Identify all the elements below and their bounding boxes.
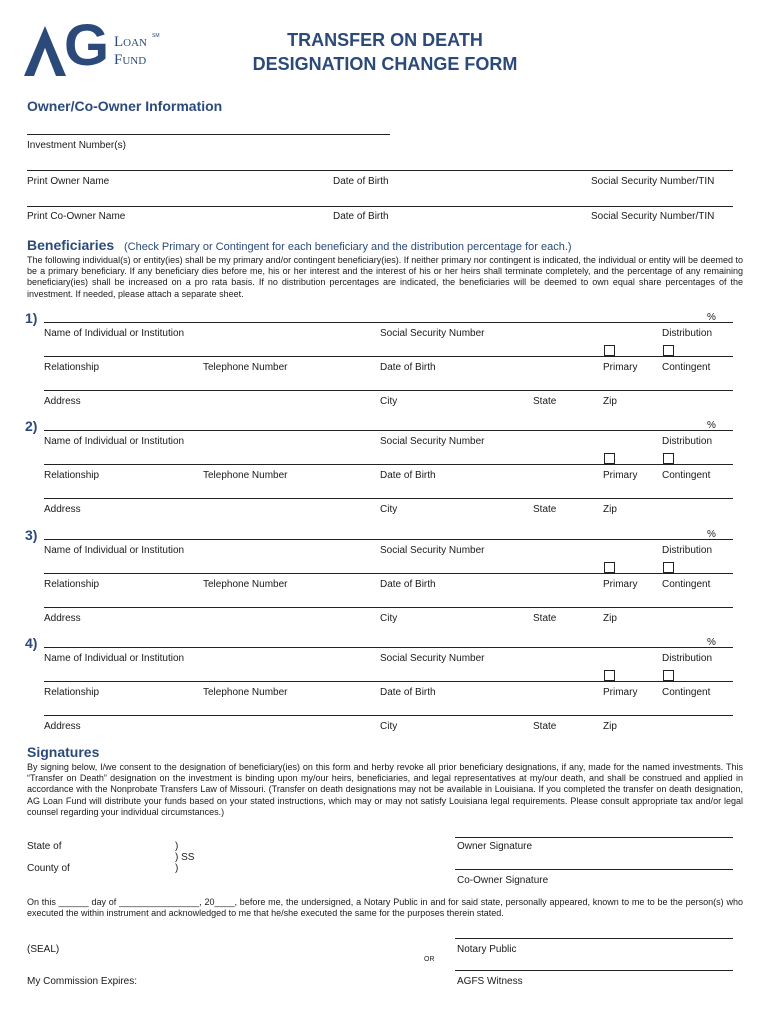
beneficiary-3-telephone-label: Telephone Number (203, 579, 288, 590)
owner-name-label: Print Owner Name (27, 176, 110, 187)
beneficiary-4-address-line[interactable] (44, 715, 733, 716)
coowner-name-label: Print Co-Owner Name (27, 211, 126, 222)
beneficiary-2-relationship-label: Relationship (44, 470, 100, 481)
beneficiary-2-percent-sign: % (707, 420, 716, 431)
signatures-heading: Signatures (27, 744, 100, 760)
beneficiary-3-relationship-line[interactable] (44, 573, 733, 574)
owner-heading: Owner/Co-Owner Information (27, 98, 223, 114)
county-of-label: County of (27, 863, 70, 874)
beneficiary-3-dob-label: Date of Birth (380, 579, 436, 590)
investment-number-line[interactable] (27, 134, 390, 135)
beneficiary-4-relationship-line[interactable] (44, 681, 733, 682)
beneficiary-1-percent-sign: % (707, 312, 716, 323)
beneficiary-2-address-label: Address (44, 504, 81, 515)
beneficiary-3-percent-sign: % (707, 529, 716, 540)
signatures-paragraph: By signing below, I/we consent to the designation of beneficiary(ies) on this form and herby revoke all prior beneficiary designations, if any, made for the named investments. This “Transfer on Death” designation on the investment is binding upon my/our heirs, beneficiaries, and legal representatives at my/our death, and shall be construed and applied in accordance with the Nonprobate Transfers Law of Missouri. (Transfer on death designations may not be available in Louisiana. If you completed the transfer on death designation, AG Loan Fund will distribute your funds based on your stated instructions, which may or may not satisfy Louisiana legal requirements. Please consult appropriate tax and/or legal counsel regarding your individual circumstances.) (27, 762, 743, 817)
form-title-line2: DESIGNATION CHANGE FORM (252, 54, 518, 74)
coowner-name-line[interactable] (27, 206, 733, 207)
beneficiary-4-primary-checkbox[interactable] (604, 670, 615, 681)
beneficiary-2-dob-label: Date of Birth (380, 470, 436, 481)
state-of-label: State of (27, 841, 62, 852)
beneficiary-2-primary-checkbox[interactable] (604, 453, 615, 464)
beneficiary-3-name-line[interactable] (44, 539, 733, 540)
form-title-line1: TRANSFER ON DEATH (287, 30, 483, 50)
beneficiary-1-beneficiary-number: 1) (25, 310, 38, 326)
beneficiary-1-address-line[interactable] (44, 390, 733, 391)
beneficiary-4-name-label: Name of Individual or Institution (44, 653, 185, 664)
beneficiary-3-beneficiary-number: 3) (25, 527, 38, 543)
beneficiary-2-zip-label: Zip (603, 504, 617, 515)
beneficiary-2-beneficiary-number: 2) (25, 418, 38, 434)
beneficiary-1-state-label: State (533, 396, 557, 407)
beneficiary-2-state-label: State (533, 504, 557, 515)
notary-public-label: Notary Public (457, 944, 517, 955)
logo-g: G (64, 13, 110, 78)
beneficiary-4-contingent-checkbox[interactable] (663, 670, 674, 681)
owner-signature-label: Owner Signature (457, 841, 533, 852)
beneficiary-2-contingent-checkbox[interactable] (663, 453, 674, 464)
beneficiary-4-relationship-label: Relationship (44, 687, 100, 698)
beneficiary-3-address-label: Address (44, 613, 81, 624)
beneficiary-2-ssn-label: Social Security Number (380, 436, 485, 447)
logo-mark-icon (24, 26, 66, 76)
owner-dob-label: Date of Birth (333, 176, 389, 187)
paren-1: ) (175, 841, 179, 852)
owner-signature-line[interactable] (455, 837, 733, 838)
coowner-dob-label: Date of Birth (333, 211, 389, 222)
beneficiary-1-relationship-line[interactable] (44, 356, 733, 357)
beneficiary-1-ssn-label: Social Security Number (380, 328, 485, 339)
beneficiary-3-contingent-label: Contingent (662, 579, 711, 590)
beneficiary-2-contingent-label: Contingent (662, 470, 711, 481)
coowner-signature-label: Co-Owner Signature (457, 875, 549, 886)
beneficiary-1-primary-label: Primary (603, 362, 638, 373)
paren-3: ) (175, 863, 179, 874)
beneficiary-2-city-label: City (380, 504, 398, 515)
owner-ssn-label: Social Security Number/TIN (591, 176, 715, 187)
logo-word-loan: Loan (114, 34, 147, 50)
beneficiary-4-ssn-label: Social Security Number (380, 653, 485, 664)
beneficiary-1-contingent-checkbox[interactable] (663, 345, 674, 356)
coowner-ssn-label: Social Security Number/TIN (591, 211, 715, 222)
beneficiary-1-city-label: City (380, 396, 398, 407)
coowner-signature-line[interactable] (455, 869, 733, 870)
beneficiary-3-zip-label: Zip (603, 613, 617, 624)
seal-label: (SEAL) (27, 944, 60, 955)
logo-sm: SM (152, 33, 160, 39)
beneficiary-4-contingent-label: Contingent (662, 687, 711, 698)
logo-word-fund: Fund (114, 52, 147, 68)
beneficiary-3-address-line[interactable] (44, 607, 733, 608)
beneficiary-1-zip-label: Zip (603, 396, 617, 407)
beneficiary-2-telephone-label: Telephone Number (203, 470, 288, 481)
beneficiary-2-address-line[interactable] (44, 498, 733, 499)
beneficiary-1-relationship-label: Relationship (44, 362, 100, 373)
beneficiary-1-distribution-label: Distribution (662, 328, 713, 339)
beneficiary-4-address-label: Address (44, 721, 81, 732)
beneficiary-4-zip-label: Zip (603, 721, 617, 732)
beneficiary-3-primary-label: Primary (603, 579, 638, 590)
beneficiary-1-primary-checkbox[interactable] (604, 345, 615, 356)
commission-expires-label: My Commission Expires: (27, 976, 138, 987)
beneficiary-2-name-line[interactable] (44, 430, 733, 431)
beneficiary-3-name-label: Name of Individual or Institution (44, 545, 185, 556)
beneficiary-4-telephone-label: Telephone Number (203, 687, 288, 698)
beneficiary-2-distribution-label: Distribution (662, 436, 713, 447)
beneficiary-4-state-label: State (533, 721, 557, 732)
ss-label: ) SS (175, 852, 195, 863)
beneficiary-2-relationship-line[interactable] (44, 464, 733, 465)
beneficiary-4-beneficiary-number: 4) (25, 635, 38, 651)
agfs-witness-line[interactable] (455, 970, 733, 971)
beneficiary-1-dob-label: Date of Birth (380, 362, 436, 373)
notary-paragraph: On this ______ day of ________________, 20____, before me, the undersigned, a Notary Public in and for said state, personally appeared, known to me to be the person(s) who executed the within instrument and acknowledged to me that he/she executed the same for the purposes therein stated. (27, 897, 743, 919)
agfs-witness-label: AGFS Witness (457, 976, 523, 987)
beneficiary-4-city-label: City (380, 721, 398, 732)
beneficiary-1-name-line[interactable] (44, 322, 733, 323)
or-label: OR (424, 956, 435, 963)
beneficiaries-subheading: (Check Primary or Contingent for each beneficiary and the distribution percentage for each.) (124, 241, 572, 253)
beneficiary-4-primary-label: Primary (603, 687, 638, 698)
beneficiary-3-relationship-label: Relationship (44, 579, 100, 590)
beneficiary-3-state-label: State (533, 613, 557, 624)
beneficiary-3-contingent-checkbox[interactable] (663, 562, 674, 573)
beneficiary-1-telephone-label: Telephone Number (203, 362, 288, 373)
beneficiary-1-name-label: Name of Individual or Institution (44, 328, 185, 339)
investment-number-label: Investment Number(s) (27, 140, 126, 151)
beneficiary-2-primary-label: Primary (603, 470, 638, 481)
notary-public-line[interactable] (455, 938, 733, 939)
beneficiary-1-address-label: Address (44, 396, 81, 407)
beneficiary-4-distribution-label: Distribution (662, 653, 713, 664)
beneficiary-3-city-label: City (380, 613, 398, 624)
beneficiary-3-distribution-label: Distribution (662, 545, 713, 556)
beneficiary-4-dob-label: Date of Birth (380, 687, 436, 698)
beneficiary-4-percent-sign: % (707, 637, 716, 648)
beneficiary-3-primary-checkbox[interactable] (604, 562, 615, 573)
beneficiary-4-name-line[interactable] (44, 647, 733, 648)
beneficiaries-paragraph: The following individual(s) or entity(ies) shall be my primary and/or contingent beneficiary(ies). If neither primary nor contingent is indicated, the individual or entity will be deemed to be a primary beneficiary. If any beneficiary dies before me, his or her interest and the interest of his or her heirs shall terminate completely, and the percentage of any remaining beneficiary(ies) shall be increased on a pro rata basis. If no distribution percentages are indicated, the beneficiaries will be deemed to own equal share percentages of the investment. If needed, please attach a separate sheet. (27, 255, 743, 299)
owner-name-line[interactable] (27, 170, 733, 171)
beneficiary-2-name-label: Name of Individual or Institution (44, 436, 185, 447)
beneficiaries-heading: Beneficiaries (27, 237, 115, 253)
beneficiary-3-ssn-label: Social Security Number (380, 545, 485, 556)
beneficiary-1-contingent-label: Contingent (662, 362, 711, 373)
